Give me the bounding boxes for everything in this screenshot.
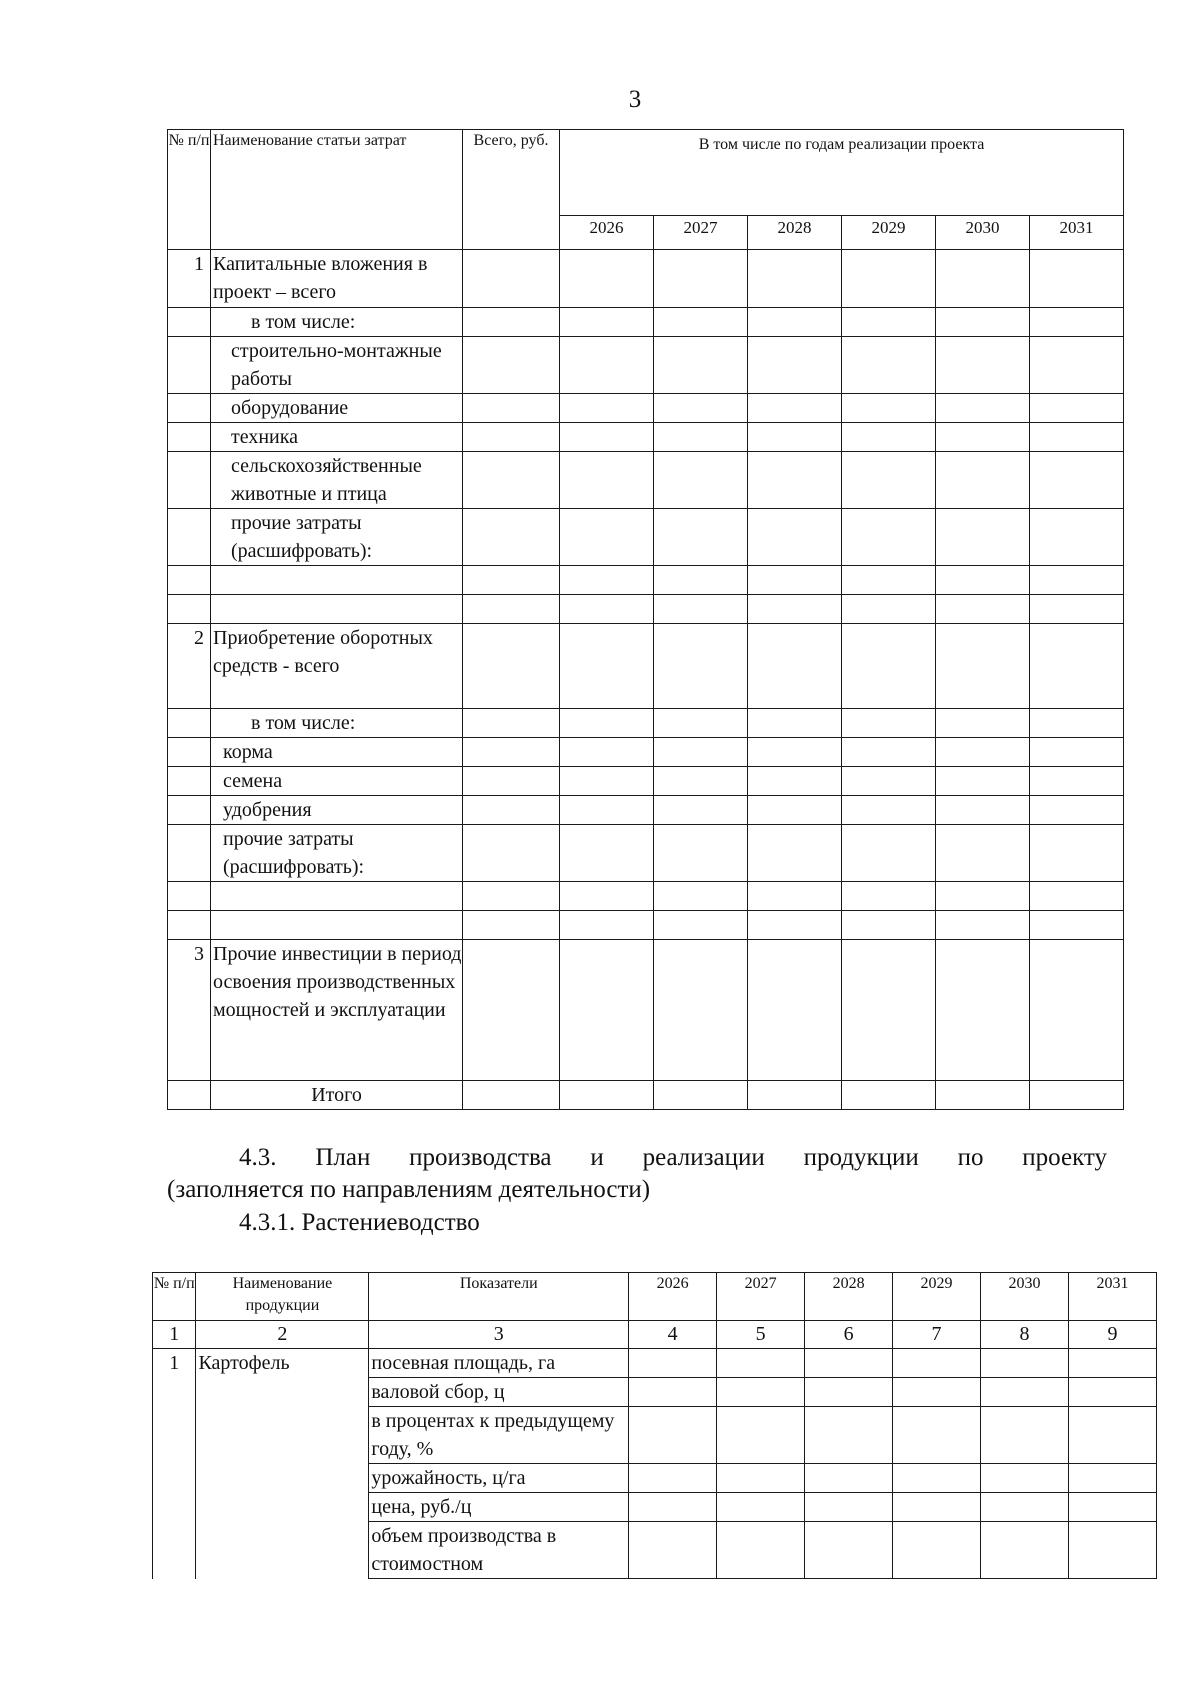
- year-cell: [654, 911, 748, 940]
- year-cell: [560, 595, 654, 624]
- year-cell: [936, 738, 1030, 767]
- total-cell: [463, 509, 560, 566]
- year-cell: [654, 882, 748, 911]
- year-cell: [560, 825, 654, 882]
- year-cell: [842, 709, 936, 738]
- year-cell: [842, 738, 936, 767]
- header-year: 2026: [629, 1273, 717, 1321]
- year-cell: [1030, 882, 1124, 911]
- cost-table-row: [168, 394, 1124, 423]
- year-cell: [748, 624, 842, 709]
- year-cell: [654, 709, 748, 738]
- total-cell: [463, 1081, 560, 1110]
- row-number: [168, 738, 211, 767]
- total-cell: [463, 738, 560, 767]
- year-cell: [560, 509, 654, 566]
- year-cell: [842, 767, 936, 796]
- year-cell: [1030, 250, 1124, 308]
- year-cell: [1030, 337, 1124, 394]
- section-heading-line1: 4.3. План производства и реализации продукции по проекту: [239, 1144, 1107, 1171]
- cost-item-name: корма: [211, 738, 463, 767]
- year-cell: [805, 1522, 893, 1579]
- year-cell: [842, 595, 936, 624]
- year-cell: [981, 1378, 1069, 1407]
- total-cell: [463, 566, 560, 595]
- year-cell: [981, 1407, 1069, 1464]
- row-number: [168, 337, 211, 394]
- year-cell: [842, 394, 936, 423]
- total-cell: [463, 709, 560, 738]
- year-cell: [654, 825, 748, 882]
- year-cell: [936, 767, 1030, 796]
- cost-table-row: [168, 624, 1124, 709]
- year-cell: [805, 1407, 893, 1464]
- year-cell: [842, 566, 936, 595]
- header-year: 2029: [893, 1273, 981, 1321]
- year-cell: [560, 767, 654, 796]
- year-cell: [560, 250, 654, 308]
- year-cell: [842, 911, 936, 940]
- year-cell: [654, 796, 748, 825]
- row-number: 2: [168, 624, 211, 709]
- cost-item-name: оборудование: [211, 394, 463, 423]
- year-cell: [842, 1081, 936, 1110]
- cost-item-name: строительно-монтажные работы: [211, 337, 463, 394]
- year-cell: [936, 250, 1030, 308]
- year-cell: [560, 882, 654, 911]
- indicator-name: урожайность, ц/га: [369, 1464, 629, 1493]
- year-cell: [560, 911, 654, 940]
- header-total: Всего, руб.: [463, 130, 560, 250]
- total-cell: [463, 423, 560, 452]
- cost-table-row: [168, 825, 1124, 882]
- cost-table-row: [168, 911, 1124, 940]
- total-cell: [463, 452, 560, 509]
- year-cell: [981, 1349, 1069, 1378]
- cost-table-row: [168, 423, 1124, 452]
- year-cell: [654, 308, 748, 337]
- year-cell: [842, 882, 936, 911]
- row-number: [168, 394, 211, 423]
- header-num: № п/п: [153, 1273, 196, 1321]
- year-cell: [805, 1378, 893, 1407]
- year-cell: [1030, 566, 1124, 595]
- year-cell: [629, 1378, 717, 1407]
- year-cell: [936, 308, 1030, 337]
- row-number: [168, 423, 211, 452]
- cost-table-row: [168, 250, 1124, 308]
- row-number: [168, 1081, 211, 1110]
- year-cell: [936, 940, 1030, 1081]
- year-cell: [717, 1522, 805, 1579]
- year-cell: [1068, 1407, 1156, 1464]
- year-cell: [936, 624, 1030, 709]
- cost-item-name: прочие затраты (расшифровать):: [211, 825, 463, 882]
- year-cell: [936, 1081, 1030, 1110]
- year-cell: [560, 738, 654, 767]
- cost-table-row: [168, 882, 1124, 911]
- year-cell: [842, 250, 936, 308]
- row-number: [168, 882, 211, 911]
- year-cell: [936, 595, 1030, 624]
- year-cell: [981, 1522, 1069, 1579]
- column-number: 1: [153, 1321, 196, 1349]
- year-cell: [560, 709, 654, 738]
- year-cell: [893, 1464, 981, 1493]
- cost-item-name: сельскохозяйственные животные и птица: [211, 452, 463, 509]
- cost-item-name: семена: [211, 767, 463, 796]
- year-cell: [748, 509, 842, 566]
- header-year: 2029: [842, 216, 936, 250]
- total-cell: [463, 250, 560, 308]
- header-years-group: В том числе по годам реализации проекта: [560, 130, 1124, 216]
- row-number: 1: [153, 1349, 196, 1579]
- year-cell: [893, 1349, 981, 1378]
- year-cell: [654, 624, 748, 709]
- crop-table-row: [153, 1349, 1157, 1378]
- year-cell: [654, 452, 748, 509]
- year-cell: [748, 882, 842, 911]
- year-cell: [842, 940, 936, 1081]
- year-cell: [717, 1464, 805, 1493]
- indicator-name: валовой сбор, ц: [369, 1378, 629, 1407]
- year-cell: [936, 911, 1030, 940]
- year-cell: [654, 394, 748, 423]
- cost-item-name: удобрения: [211, 796, 463, 825]
- year-cell: [748, 452, 842, 509]
- year-cell: [748, 796, 842, 825]
- year-cell: [1030, 709, 1124, 738]
- year-cell: [1030, 452, 1124, 509]
- year-cell: [936, 566, 1030, 595]
- year-cell: [560, 337, 654, 394]
- year-cell: [1068, 1378, 1156, 1407]
- header-year: 2028: [748, 216, 842, 250]
- header-year: 2028: [805, 1273, 893, 1321]
- year-cell: [717, 1378, 805, 1407]
- indicator-name: в процентах к предыдущему году, %: [369, 1407, 629, 1464]
- row-number: [168, 709, 211, 738]
- indicator-name: объем производства в стоимостном: [369, 1522, 629, 1579]
- row-number: [168, 911, 211, 940]
- year-cell: [560, 1081, 654, 1110]
- header-year: 2026: [560, 216, 654, 250]
- year-cell: [936, 509, 1030, 566]
- year-cell: [981, 1464, 1069, 1493]
- year-cell: [560, 394, 654, 423]
- header-year: 2031: [1030, 216, 1124, 250]
- year-cell: [1068, 1522, 1156, 1579]
- year-cell: [936, 394, 1030, 423]
- year-cell: [936, 825, 1030, 882]
- year-cell: [717, 1349, 805, 1378]
- year-cell: [629, 1464, 717, 1493]
- year-cell: [748, 423, 842, 452]
- column-number: 3: [369, 1321, 629, 1349]
- column-number: 9: [1068, 1321, 1156, 1349]
- year-cell: [748, 250, 842, 308]
- header-year: 2027: [654, 216, 748, 250]
- row-number: [168, 767, 211, 796]
- indicator-name: цена, руб./ц: [369, 1493, 629, 1522]
- product-name: Картофель: [196, 1349, 369, 1579]
- year-cell: [842, 308, 936, 337]
- cost-item-name: в том числе:: [211, 308, 463, 337]
- header-product-name: Наименование продукции: [196, 1273, 369, 1321]
- total-cell: [463, 394, 560, 423]
- cost-table-row: [168, 738, 1124, 767]
- year-cell: [1030, 825, 1124, 882]
- total-cell: [463, 825, 560, 882]
- subsection-heading: 4.3.1. Растениеводство: [239, 1209, 480, 1236]
- header-year: 2030: [936, 216, 1030, 250]
- year-cell: [1030, 767, 1124, 796]
- total-cell: [463, 624, 560, 709]
- cost-table-row: [168, 940, 1124, 1081]
- year-cell: [1030, 308, 1124, 337]
- year-cell: [748, 911, 842, 940]
- total-cell: [463, 796, 560, 825]
- year-cell: [717, 1407, 805, 1464]
- year-cell: [1030, 796, 1124, 825]
- total-cell: [463, 767, 560, 796]
- year-cell: [1030, 394, 1124, 423]
- year-cell: [560, 624, 654, 709]
- year-cell: [654, 595, 748, 624]
- cost-table-row: [168, 595, 1124, 624]
- year-cell: [629, 1349, 717, 1378]
- year-cell: [654, 1081, 748, 1110]
- header-year: 2030: [981, 1273, 1069, 1321]
- year-cell: [1030, 940, 1124, 1081]
- year-cell: [893, 1493, 981, 1522]
- cost-item-name: Капитальные вложения в проект – всего: [211, 250, 463, 308]
- year-cell: [748, 308, 842, 337]
- row-number: [168, 452, 211, 509]
- cost-item-name: Прочие инвестиции в период освоения производственных мощностей и эксплуатации: [211, 940, 463, 1081]
- column-number: 8: [981, 1321, 1069, 1349]
- header-year: 2031: [1068, 1273, 1156, 1321]
- year-cell: [893, 1522, 981, 1579]
- year-cell: [1068, 1349, 1156, 1378]
- year-cell: [936, 709, 1030, 738]
- year-cell: [842, 423, 936, 452]
- total-cell: [463, 882, 560, 911]
- year-cell: [654, 509, 748, 566]
- year-cell: [560, 566, 654, 595]
- year-cell: [805, 1349, 893, 1378]
- page-number: 3: [628, 86, 642, 113]
- year-cell: [1030, 423, 1124, 452]
- header-year: 2027: [717, 1273, 805, 1321]
- row-number: [168, 595, 211, 624]
- total-cell: [463, 595, 560, 624]
- year-cell: [1030, 911, 1124, 940]
- year-cell: [936, 796, 1030, 825]
- year-cell: [748, 1081, 842, 1110]
- year-cell: [654, 566, 748, 595]
- year-cell: [654, 250, 748, 308]
- header-num: № п/п: [168, 130, 211, 250]
- cost-item-name: [211, 911, 463, 940]
- cost-item-name: прочие затраты (расшифровать):: [211, 509, 463, 566]
- year-cell: [936, 882, 1030, 911]
- year-cell: [842, 452, 936, 509]
- header-cost-item: Наименование статьи затрат: [211, 130, 463, 250]
- year-cell: [748, 940, 842, 1081]
- year-cell: [1068, 1493, 1156, 1522]
- year-cell: [1030, 509, 1124, 566]
- column-number: 2: [196, 1321, 369, 1349]
- indicator-name: посевная площадь, га: [369, 1349, 629, 1378]
- year-cell: [717, 1493, 805, 1522]
- year-cell: [893, 1407, 981, 1464]
- column-number: 7: [893, 1321, 981, 1349]
- cost-table-row: [168, 337, 1124, 394]
- year-cell: [748, 337, 842, 394]
- cost-table-row: [168, 709, 1124, 738]
- year-cell: [560, 452, 654, 509]
- cost-item-name: [211, 882, 463, 911]
- year-cell: [805, 1493, 893, 1522]
- year-cell: [1030, 738, 1124, 767]
- year-cell: [842, 337, 936, 394]
- investment-cost-table: [167, 129, 1124, 1110]
- cost-item-name: техника: [211, 423, 463, 452]
- total-cell: [463, 911, 560, 940]
- year-cell: [842, 796, 936, 825]
- year-cell: [842, 509, 936, 566]
- cost-table-row: [168, 509, 1124, 566]
- cost-table-row: [168, 796, 1124, 825]
- year-cell: [936, 337, 1030, 394]
- column-number: 6: [805, 1321, 893, 1349]
- year-cell: [1030, 595, 1124, 624]
- year-cell: [805, 1464, 893, 1493]
- year-cell: [981, 1493, 1069, 1522]
- year-cell: [560, 308, 654, 337]
- total-cell: [463, 337, 560, 394]
- cost-table-row: [168, 308, 1124, 337]
- year-cell: [560, 796, 654, 825]
- year-cell: [1068, 1464, 1156, 1493]
- year-cell: [748, 709, 842, 738]
- year-cell: [748, 738, 842, 767]
- year-cell: [893, 1378, 981, 1407]
- cost-table-row: [168, 1081, 1124, 1110]
- section-heading-line2: (заполняется по направлениям деятельности): [167, 1176, 651, 1203]
- row-number: [168, 825, 211, 882]
- crop-production-table: [152, 1272, 1157, 1579]
- year-cell: [748, 767, 842, 796]
- column-number: 5: [717, 1321, 805, 1349]
- year-cell: [748, 595, 842, 624]
- cost-item-name: в том числе:: [211, 709, 463, 738]
- year-cell: [629, 1522, 717, 1579]
- year-cell: [748, 566, 842, 595]
- row-number: [168, 308, 211, 337]
- cost-item-name: Итого: [211, 1081, 463, 1110]
- year-cell: [748, 825, 842, 882]
- year-cell: [560, 940, 654, 1081]
- year-cell: [936, 423, 1030, 452]
- cost-table-row: [168, 452, 1124, 509]
- year-cell: [654, 940, 748, 1081]
- total-cell: [463, 940, 560, 1081]
- year-cell: [629, 1493, 717, 1522]
- column-number: 4: [629, 1321, 717, 1349]
- year-cell: [654, 738, 748, 767]
- year-cell: [842, 825, 936, 882]
- cost-item-name: Приобретение оборотных средств - всего: [211, 624, 463, 709]
- row-number: [168, 509, 211, 566]
- row-number: [168, 566, 211, 595]
- year-cell: [654, 337, 748, 394]
- cost-table-row: [168, 566, 1124, 595]
- cost-item-name: [211, 595, 463, 624]
- year-cell: [748, 394, 842, 423]
- year-cell: [1030, 624, 1124, 709]
- year-cell: [654, 423, 748, 452]
- row-number: [168, 796, 211, 825]
- year-cell: [842, 624, 936, 709]
- header-indicators: Показатели: [369, 1273, 629, 1321]
- cost-item-name: [211, 566, 463, 595]
- year-cell: [560, 423, 654, 452]
- year-cell: [654, 767, 748, 796]
- total-cell: [463, 308, 560, 337]
- row-number: 1: [168, 250, 211, 308]
- year-cell: [629, 1407, 717, 1464]
- year-cell: [936, 452, 1030, 509]
- cost-table-row: [168, 767, 1124, 796]
- row-number: 3: [168, 940, 211, 1081]
- year-cell: [1030, 1081, 1124, 1110]
